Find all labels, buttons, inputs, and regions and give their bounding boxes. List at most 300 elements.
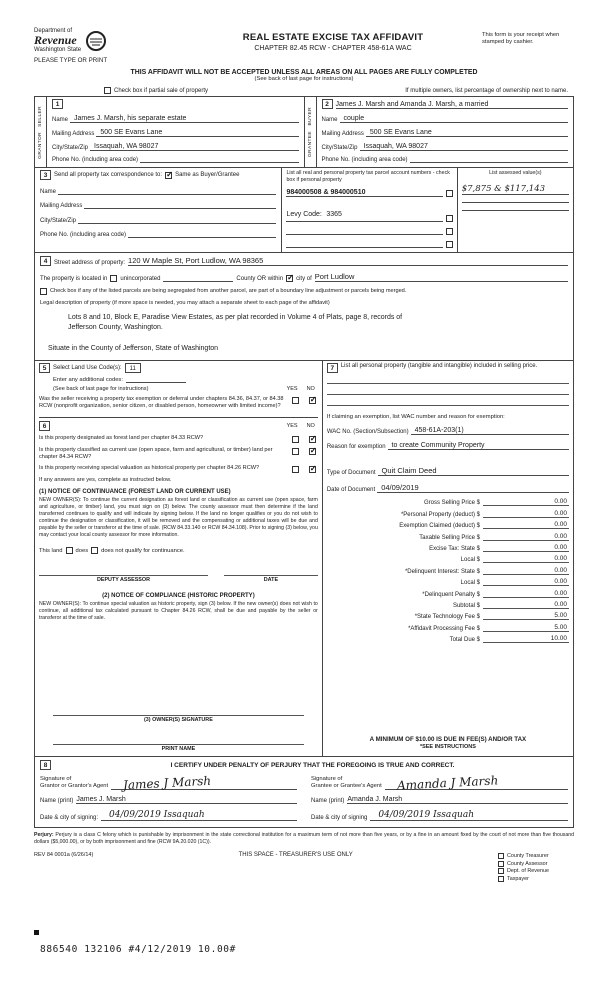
street-address-row <box>40 256 568 266</box>
certification-section <box>34 757 574 828</box>
corr-csz-value[interactable] <box>78 223 276 224</box>
receipt-note: This form is your receipt when stamped by cashier. <box>482 32 560 45</box>
assessed-values-column <box>458 168 573 252</box>
certification-header <box>40 760 568 770</box>
historic-no-checkbox[interactable] <box>309 466 316 473</box>
grantor-signature-label <box>40 776 108 790</box>
current-use-checkboxes <box>284 447 318 455</box>
segregated-checkbox[interactable] <box>40 288 47 295</box>
form-header <box>34 28 574 64</box>
cashier-receipt-stamp: 886540 132106 #4/12/2019 10.00# <box>40 944 236 955</box>
corr-address-value[interactable] <box>84 208 276 209</box>
grantee-signature: Amanda J Marsh <box>396 773 499 794</box>
print-name-row <box>40 796 568 804</box>
no-header: NO <box>306 386 315 392</box>
minimum-due-note: A MINIMUM OF $10.00 IS DUE IN FEE(S) AND/OR TAX <box>369 736 527 743</box>
current-use-question-text: Is this property classified as current use (open space, farm and agricultural, or timber) land per chapter 84.34 RCW? <box>39 446 273 460</box>
seller-address-field <box>52 129 299 137</box>
parties-row <box>34 96 574 168</box>
fee-row-excise-tax-state <box>327 544 569 552</box>
registration-mark <box>34 930 39 935</box>
same-as-buyer-checkbox[interactable] <box>165 172 172 179</box>
city-value[interactable]: Port Ludlow <box>315 272 568 282</box>
fee-label: Exemption Claimed (deduct) $ <box>399 523 480 530</box>
notice-of-compliance-title: (2) NOTICE OF COMPLIANCE (HISTORIC PROPERTY) <box>102 593 255 600</box>
buyer-phone-value[interactable] <box>410 162 568 163</box>
grantee-print-name-field <box>311 796 568 804</box>
city-of-label: city of <box>296 276 312 283</box>
parcel-blank-line[interactable] <box>286 247 442 248</box>
buyer-csz-label: City/State/Zip <box>321 145 358 152</box>
owners-signature-field <box>53 708 304 723</box>
buyer-address-field <box>322 129 569 137</box>
fee-row-excise-tax-local <box>327 555 569 563</box>
tax-correspondence-section <box>34 168 574 253</box>
minimum-due-block <box>327 736 569 752</box>
grantee-name-print-label: Name (print) <box>311 798 345 805</box>
buyer-fields <box>317 97 574 167</box>
fee-row-subtotal <box>327 601 569 609</box>
revenue-label: Revenue <box>34 33 77 48</box>
street-address-value[interactable]: 120 W Maple St, Port Ludlow, WA 98365 <box>128 256 568 266</box>
fee-value[interactable]: 5.00 <box>483 612 569 620</box>
dor-logo-text <box>34 28 81 53</box>
notice-of-continuance-text: NEW OWNER(S): To continue the current designation as forest land or classification as current use (open space, farm and agriculture, or timber) land, you must sign on (3) below. The county assessor must then determine if the land transferred continues to qualify and will indicate by signing below. If the land no longer qualifies or you do not wish to continue the designation or classification, it will be removed and the compensating or additional taxes will be due and payable by the seller or transferor at the time of sale. (RCW 84.33.140 or RCW 84.34.108). Prior to signing (3) below, you may contact your local county assessor for more information. <box>39 497 318 539</box>
legal-description-line2: Jefferson County, Washington. <box>68 324 163 332</box>
parcel-assessed-panel <box>282 168 573 252</box>
exemption-reason-label: Reason for exemption <box>326 444 386 450</box>
corr-name-field <box>40 189 276 195</box>
wac-number-row <box>327 427 569 435</box>
seller-fields <box>47 97 304 167</box>
copy-distribution-list <box>498 852 574 882</box>
buyer-phone-label: Phone No. (including area code) <box>321 157 408 164</box>
county-treasurer-checkbox[interactable] <box>498 853 504 859</box>
personal-property-checkbox-3[interactable] <box>446 228 453 235</box>
document-type-label: Type of Document <box>326 470 376 476</box>
seller-csz-value[interactable]: Issaquah, WA 98027 <box>90 143 298 151</box>
form-title: REAL ESTATE EXCISE TAX AFFIDAVIT <box>242 32 424 43</box>
historic-property-question <box>39 465 318 473</box>
document-date-value[interactable]: 04/09/2019 <box>377 483 569 493</box>
fee-row-delinquent-penalty <box>327 590 569 598</box>
corr-phone-label: Phone No. (including area code) <box>40 232 127 239</box>
buyer-csz-value[interactable]: Issaquah, WA 98027 <box>360 143 568 151</box>
parcel-numbers-column <box>282 168 457 252</box>
personal-property-blank-line[interactable] <box>327 384 569 395</box>
fee-row-state-technology-fee <box>327 612 569 620</box>
buyer-address-label: Mailing Address <box>321 131 364 138</box>
dor-logo-block <box>34 28 184 64</box>
multiple-owners-note: If multiple owners, list percentage of ownership next to name. <box>405 87 568 94</box>
buyer-csz-field <box>322 143 569 151</box>
legal-description-label: Legal description of property (if more space is needed, you may attach a separate sheet to each page of the affidavit) <box>40 300 330 307</box>
seller-address-value[interactable]: 500 SE Evans Lane <box>96 129 298 137</box>
parcel-row-1 <box>286 189 452 197</box>
fee-row-gross-selling-price <box>327 498 569 506</box>
see-back-label: (See back of last page for instructions) <box>53 386 149 392</box>
seller-section <box>34 96 305 168</box>
buyer-name-label: Name <box>321 117 338 124</box>
current-use-no-checkbox[interactable] <box>309 448 316 455</box>
additional-codes-row <box>53 377 318 383</box>
owners-signature-label: (3) OWNER(S) SIGNATURE <box>144 717 213 723</box>
section-5-number: 5 <box>39 363 50 373</box>
deputy-date-line[interactable] <box>224 568 318 576</box>
fee-value[interactable]: 0.00 <box>483 567 569 575</box>
warning-subline: (See back of last page for instructions) <box>254 76 354 83</box>
section-2-number: 2 <box>322 99 333 109</box>
deputy-assessor-label: DEPUTY ASSESSOR <box>96 577 150 584</box>
deputy-assessor-field <box>39 568 208 583</box>
current-use-yes-checkbox[interactable] <box>292 448 299 455</box>
does-checkbox[interactable] <box>66 547 73 554</box>
section-6-number: 6 <box>39 421 50 431</box>
assessed-row-1 <box>462 184 569 195</box>
levy-code-line[interactable] <box>286 203 442 222</box>
copy-county-treasurer <box>498 853 574 859</box>
partial-sale-checkbox[interactable] <box>104 87 111 94</box>
forest-no-checkbox[interactable] <box>309 436 316 443</box>
forest-land-question <box>39 435 318 443</box>
does-not-checkbox[interactable] <box>91 547 98 554</box>
legal-description-line1: Lots 8 and 10, Block E, Paradise View Estates, as per plat recorded in Volume 4 of Plats, page 8, records of <box>68 314 403 322</box>
taxpayer-checkbox[interactable] <box>498 876 504 882</box>
historic-property-question-text: Is this property receiving special valuation as historical property per chapter 84.26 RCW? <box>39 465 260 472</box>
seller-phone-value[interactable] <box>140 162 298 163</box>
grantor-date-city-label: Date & city of signing: <box>40 815 99 822</box>
seller-csz-label: City/State/Zip <box>52 145 89 152</box>
perjury-paragraph <box>34 832 574 846</box>
s6-header-row <box>39 421 318 431</box>
form-body <box>34 28 574 882</box>
same-as-buyer-label: Same as Buyer/Grantee <box>175 172 240 179</box>
deputy-assessor-signature-line[interactable] <box>39 568 208 576</box>
grantor-side-word: GRANTOR <box>38 131 43 159</box>
does-label: does <box>75 547 89 554</box>
buyer-name-value-line2[interactable]: couple <box>340 115 568 123</box>
document-type-row <box>327 466 569 476</box>
seller-grantor-side-label <box>35 97 47 167</box>
corr-name-value[interactable] <box>58 194 276 195</box>
seller-csz-field <box>52 143 299 151</box>
this-land-label: This land <box>39 547 63 554</box>
s5-yes-no-header <box>287 386 318 392</box>
fee-label: Local $ <box>460 580 480 587</box>
notice-of-compliance-text: NEW OWNER(S): To continue special valuation as historic property, sign (3) below. If the new owner(s) does not wish to continue, all additional tax calculated pursuant to Chapter 84.26 RCW, shall be due and payable by the seller or transferor at the time of sale. <box>39 601 318 622</box>
if-yes-note: If any answers are yes, complete as instructed below. <box>39 477 172 484</box>
fee-value[interactable]: 0.00 <box>483 601 569 609</box>
seller-address-label: Mailing Address <box>52 131 95 138</box>
land-use-section <box>39 363 318 411</box>
copy-taxpayer <box>498 876 574 882</box>
fee-value[interactable]: 0.00 <box>483 533 569 541</box>
partial-sale-label: Check box if partial sale of property <box>114 87 209 94</box>
send-correspondence-label: Send all property tax correspondence to: <box>54 172 163 179</box>
county-or-within-label: County OR within <box>236 276 284 283</box>
section-8-number: 8 <box>40 760 51 770</box>
correspondence-fields <box>35 168 282 252</box>
fee-label: *Affidavit Processing Fee $ <box>408 625 480 632</box>
perjury-text: Perjury is a class C felony which is punishable by imprisonment in the state correctional institution for a maximum term of not more than five years, or by a fine in an amount fixed by the court of not more than five thousand dollars ($5,000.00), or by both imprisonment and fine (RCW 9A.20.020 (1C)). <box>34 832 574 846</box>
footer-row <box>34 852 574 882</box>
deputy-date-label: DATE <box>263 577 279 584</box>
personal-property-label: List all personal property (tangible and intangible) included in selling price. <box>340 363 538 369</box>
personal-property-header <box>327 363 569 373</box>
document-date-row <box>327 483 569 493</box>
assessed-value[interactable]: $7,875 & $117,143 <box>462 184 569 195</box>
buyer-name-value-line1[interactable]: James J. Marsh and Amanda J. Marsh, a married <box>336 101 569 109</box>
fee-label: Excise Tax: State $ <box>429 545 480 552</box>
fee-value[interactable]: 0.00 <box>483 544 569 552</box>
dept-of-revenue-checkbox[interactable] <box>498 868 504 874</box>
fee-row-delinquent-interest-local <box>327 578 569 586</box>
street-address-label: Street address of property: <box>54 260 126 267</box>
document-date-label: Date of Document <box>326 487 376 493</box>
situate-line: Situate in the County of Jefferson, State of Washington <box>48 345 219 352</box>
grantor-date-city-field <box>40 810 297 821</box>
segregated-row <box>40 288 568 295</box>
grantee-print-name-value[interactable]: Amanda J. Marsh <box>347 796 568 804</box>
parcel-numbers-value[interactable]: 984000508 & 984000510 <box>286 189 442 197</box>
continuance-qualify-row <box>39 547 318 554</box>
grantor-signature-field <box>40 774 297 793</box>
form-subtitle: CHAPTER 82.45 RCW - CHAPTER 458-61A WAC <box>254 45 412 52</box>
signature-of-label: Signature of <box>40 776 72 782</box>
owners-signature-line[interactable] <box>53 708 304 716</box>
unincorporated-checkbox[interactable] <box>110 275 117 282</box>
personal-property-blank-line[interactable] <box>327 395 569 406</box>
county-assessor-label: County Assessor <box>507 860 548 867</box>
deputy-date-field <box>224 568 318 583</box>
additional-codes-label: Enter any additional codes: <box>53 377 123 383</box>
parcel-blank-line[interactable] <box>286 234 442 235</box>
seller-name-value[interactable]: James J. Marsh, his separate estate <box>70 115 298 123</box>
grantee-signature-field <box>311 773 568 794</box>
parcel-column-header: List all real and personal property tax parcel account numbers - check box if personal property <box>286 170 450 183</box>
buyer-grantee-side-label <box>305 97 317 167</box>
grantor-date-city-value[interactable]: 04/09/2019 Issaquah <box>101 810 297 821</box>
city-checkbox[interactable] <box>286 275 293 282</box>
s5-no-checkbox[interactable] <box>309 397 316 404</box>
section-7-number: 7 <box>327 363 338 373</box>
no-header: NO <box>306 422 315 429</box>
fee-row-exemption-claimed <box>327 521 569 529</box>
print-name-line[interactable] <box>53 737 304 745</box>
fee-value[interactable]: 0.00 <box>483 510 569 518</box>
exemption-deferral-question-text: Was the seller receiving a property tax exemption or deferral under chapters 84.36, 84.37, or 84.38 RCW (nonprofit organization, senior citizen, or disabled person, homeowner with limited income)? <box>39 396 284 410</box>
date-city-row <box>40 810 568 821</box>
correspondence-header <box>40 170 276 180</box>
yes-header: YES <box>286 386 298 392</box>
buyer-name-field <box>322 115 569 123</box>
wac-number-label: WAC No. (Section/Subsection) <box>326 429 409 435</box>
personal-property-checkbox-2[interactable] <box>446 215 453 222</box>
department-of-label: Department of <box>34 28 73 34</box>
exemption-deferral-question <box>39 396 318 411</box>
property-located-row <box>40 272 568 282</box>
grantee-date-city-label: Date & city of signing <box>311 815 368 822</box>
current-use-question <box>39 447 318 462</box>
washington-state-label: Washington State <box>34 46 82 53</box>
fee-row-taxable-selling-price <box>327 533 569 541</box>
historic-yes-checkbox[interactable] <box>292 466 299 473</box>
grantee-side-word: GRANTEE <box>307 130 313 157</box>
s5-yes-checkbox[interactable] <box>292 397 299 404</box>
personal-property-blank-line[interactable] <box>327 373 569 384</box>
grantor-print-name-value[interactable]: James J. Marsh <box>76 796 297 804</box>
corr-address-label: Mailing Address <box>40 203 83 210</box>
seller-phone-field <box>52 157 299 163</box>
seller-name-label: Name <box>52 117 69 124</box>
notice-of-continuance-title: (1) NOTICE OF CONTINUANCE (FOREST LAND OR CURRENT USE) <box>39 489 231 496</box>
print-name-field <box>53 737 304 752</box>
corr-address-field <box>40 203 276 209</box>
deputy-assessor-row <box>39 568 318 583</box>
grantor-signature-line[interactable] <box>111 774 297 793</box>
section-1-number: 1 <box>52 99 63 109</box>
fee-label: *Delinquent Interest: State $ <box>404 568 480 575</box>
title-block <box>184 28 482 52</box>
parcel-row-3 <box>286 228 452 235</box>
dor-logo <box>34 28 184 53</box>
s5-answer-checkboxes <box>284 396 318 404</box>
exemption-reason-value[interactable]: to create Community Property <box>388 442 569 450</box>
fee-value[interactable]: 0.00 <box>483 555 569 563</box>
fee-value[interactable]: 0.00 <box>483 590 569 598</box>
property-location-section <box>34 253 574 361</box>
assessed-row-2 <box>462 202 569 203</box>
signature-of-label: Signature of <box>311 776 343 782</box>
county-assessor-checkbox[interactable] <box>498 861 504 867</box>
levy-code-value[interactable]: 3365 <box>326 211 342 219</box>
dor-seal-icon <box>85 30 107 52</box>
print-name-label: PRINT NAME <box>161 746 196 752</box>
grantee-signature-line[interactable] <box>385 773 568 794</box>
fee-value[interactable]: 5.00 <box>483 624 569 632</box>
grantee-date-city-field <box>311 810 568 821</box>
treasurer-use-only-label: THIS SPACE - TREASURER'S USE ONLY <box>238 851 353 858</box>
middle-columns <box>34 361 574 757</box>
corr-phone-field <box>40 232 276 238</box>
fee-value[interactable]: 0.00 <box>483 578 569 586</box>
buyer-phone-field <box>322 157 569 163</box>
located-in-label: The property is located in <box>40 276 108 283</box>
levy-code-label: Levy Code: <box>286 211 322 219</box>
fee-label: Taxable Selling Price $ <box>419 534 480 541</box>
grantor-signature: James J Marsh <box>122 774 212 793</box>
assessed-blank-line[interactable] <box>462 202 569 203</box>
forest-land-question-text: Is this property designated as forest land per chapter 84.33 RCW? <box>39 434 204 441</box>
exemption-claim-label: If claiming an exemption, list WAC number and reason for exemption: <box>326 414 505 420</box>
fee-label: Gross Selling Price $ <box>423 500 480 507</box>
fee-value[interactable]: 0.00 <box>483 521 569 529</box>
grantee-date-city-value[interactable]: 04/09/2019 Issaquah <box>370 810 568 821</box>
assessed-blank-line[interactable] <box>462 210 569 211</box>
perjury-bold-label: Perjury: <box>34 832 54 839</box>
seller-name-field <box>52 115 299 123</box>
personal-property-checkbox-4[interactable] <box>446 241 453 248</box>
yes-header: YES <box>286 422 298 429</box>
copy-dept-of-revenue <box>498 868 574 874</box>
segregated-label: Check box if any of the listed parcels are being segregated from another parcel, are part of a boundary line adjustment or parcels being merged. <box>50 288 407 295</box>
corr-name-label: Name <box>40 188 57 195</box>
see-instructions-note: *SEE INSTRUCTIONS <box>419 744 476 750</box>
section-3-number: 3 <box>40 170 51 180</box>
fee-label: Local $ <box>460 557 480 564</box>
personal-property-checkbox-1[interactable] <box>446 190 453 197</box>
fee-value[interactable]: 0.00 <box>483 498 569 506</box>
grantor-name-print-label: Name (print) <box>40 798 74 805</box>
wac-number-value[interactable]: 458-61A-203(1) <box>411 427 569 435</box>
warning-line: THIS AFFIDAVIT WILL NOT BE ACCEPTED UNLESS ALL AREAS ON ALL PAGES ARE FULLY COMPLETED <box>130 69 478 77</box>
forest-yes-checkbox[interactable] <box>292 436 299 443</box>
historic-checkboxes <box>284 465 318 473</box>
fee-value[interactable]: 10.00 <box>483 635 569 643</box>
legal-description-value[interactable] <box>68 313 568 333</box>
fee-label: *Personal Property (deduct) $ <box>400 511 480 518</box>
buyer-side-word: BUYER <box>307 107 313 126</box>
corr-phone-value[interactable] <box>128 237 276 238</box>
section-4-number: 4 <box>40 256 51 266</box>
fee-label: *State Technology Fee $ <box>414 614 480 621</box>
assessed-column-header: List assessed value(s) <box>489 170 542 177</box>
does-not-label: does not qualify for continuance. <box>101 547 185 554</box>
owner-signature-block <box>39 694 318 752</box>
document-type-value[interactable]: Quit Claim Deed <box>378 466 569 476</box>
unincorporated-label: unincorporated <box>120 276 161 283</box>
s6-yes-no-header <box>287 423 318 429</box>
see-back-row <box>53 386 318 392</box>
fee-label: Subtotal $ <box>452 602 480 609</box>
additional-codes-blank[interactable] <box>126 382 186 383</box>
county-blank-line[interactable] <box>163 281 233 282</box>
fee-label: *Delinquent Penalty $ <box>422 591 480 598</box>
corr-csz-label: City/State/Zip <box>40 217 77 224</box>
grantor-print-name-field <box>40 796 297 804</box>
grantee-agent-label: Grantee or Grantee's Agent <box>311 783 382 790</box>
buyer-address-value[interactable]: 500 SE Evans Lane <box>366 129 568 137</box>
certification-statement: I CERTIFY UNDER PENALTY OF PERJURY THAT THE FOREGOING IS TRUE AND CORRECT. <box>170 761 455 769</box>
parcel-row-4 <box>286 241 452 248</box>
dept-of-revenue-label: Dept. of Revenue <box>507 868 549 874</box>
land-use-code-label: Select Land Use Code(s): <box>53 365 122 371</box>
fee-row-affidavit-processing-fee <box>327 624 569 632</box>
partial-sale-row <box>34 87 574 94</box>
grantee-signature-label <box>311 776 382 790</box>
forest-land-checkboxes <box>284 435 318 443</box>
fee-row-total-due <box>327 635 569 643</box>
land-use-code-row <box>39 363 318 373</box>
rev-form-number: REV 84 0001a (6/26/14) <box>34 851 94 858</box>
fee-row-delinquent-interest-state <box>327 567 569 575</box>
seller-phone-label: Phone No. (including area code) <box>52 157 139 164</box>
parcel-row-2 <box>286 203 452 222</box>
exemption-reason-row <box>327 442 569 450</box>
seller-side-word: SELLER <box>38 105 43 127</box>
assessed-row-3 <box>462 210 569 211</box>
land-use-column <box>35 361 323 756</box>
please-type-or-print-label: PLEASE TYPE OR PRINT <box>34 57 108 65</box>
corr-csz-field <box>40 218 276 224</box>
signature-row <box>40 773 568 794</box>
fee-table <box>327 495 569 643</box>
fee-row-personal-property-deduct <box>327 510 569 518</box>
county-treasurer-label: County Treasurer <box>507 853 549 859</box>
land-use-code-value[interactable]: 11 <box>125 363 141 373</box>
classification-section <box>39 417 318 752</box>
fee-label: Total Due $ <box>449 637 480 644</box>
